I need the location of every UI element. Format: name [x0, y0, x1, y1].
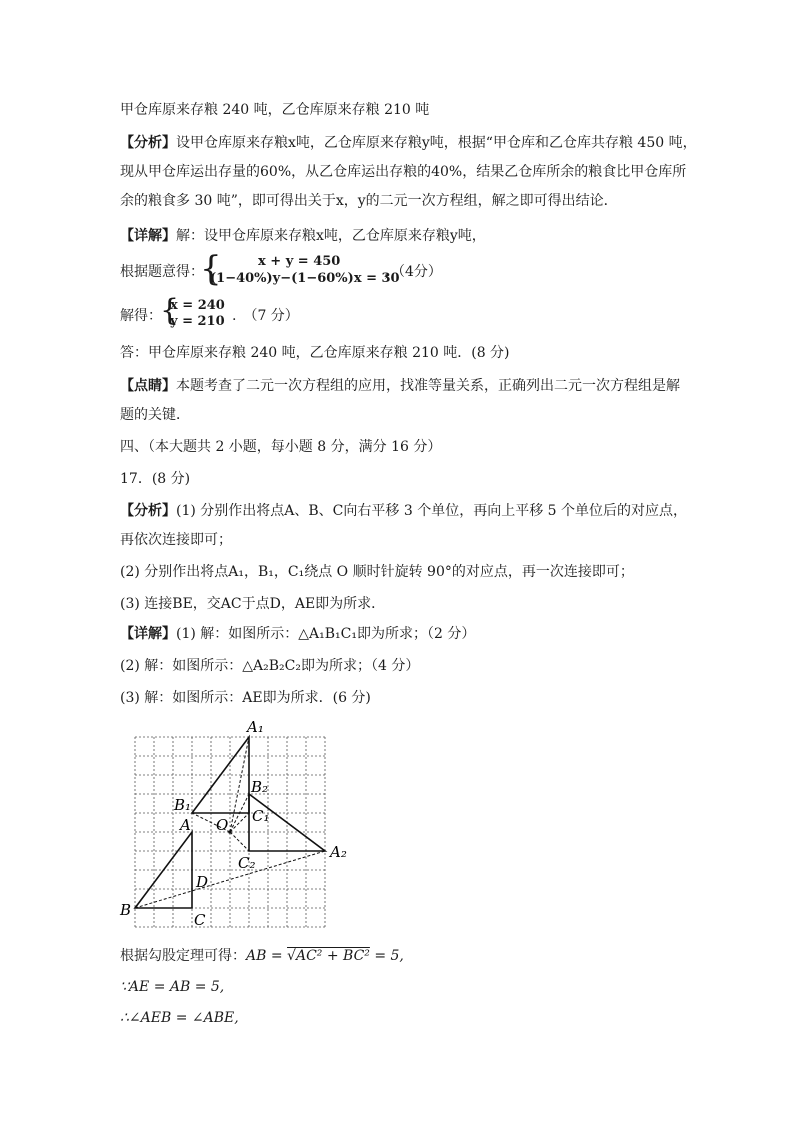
- system-2-eq-1: x = 240: [170, 298, 225, 313]
- label-b: B: [120, 901, 132, 919]
- pythagoras-line: [120, 946, 404, 966]
- q17-detail-tag: 【详解】: [120, 626, 176, 642]
- equation-intro: 根据题意得：: [120, 264, 204, 280]
- answer-line-2: 答：甲仓库原来存粮 240 吨，乙仓库原来存粮 210 吨．(8 分): [120, 345, 510, 361]
- label-b2: B₂: [251, 778, 269, 796]
- label-d: D: [196, 873, 209, 891]
- comment-line-2: 题的关键．: [120, 407, 190, 423]
- q17-analysis-text: (1) 分别作出将点A、B、C向右平移 3 个单位，再向上平移 5 个单位后的对应点，: [176, 503, 688, 519]
- detail-line-1: [120, 226, 486, 246]
- equation-score: ，（4分）: [384, 264, 442, 280]
- because-line: ∵AE = AB = 5,: [120, 979, 225, 995]
- comment-line-1: [120, 376, 680, 396]
- label-o: O: [216, 816, 229, 834]
- q17-detail-line-2: (2) 解：如图所示：△A₂B₂C₂即为所求；（4 分）: [120, 658, 420, 674]
- label-c: C: [194, 911, 206, 929]
- answer-line-1: 甲仓库原来存粮 240 吨，乙仓库原来存粮 210 吨: [120, 102, 430, 118]
- label-a: A: [180, 816, 191, 834]
- detail-tag: 【详解】: [120, 228, 176, 244]
- label-c1: C₁: [252, 807, 270, 825]
- q17-analysis-tag: 【分析】: [120, 503, 176, 519]
- section-heading: 四、（本大题共 2 小题，每小题 8 分，满分 16 分）: [120, 439, 442, 455]
- label-b1: B₁: [174, 796, 192, 814]
- system-1-eq-1: x + y = 450: [258, 254, 341, 269]
- label-a1: A₁: [247, 718, 264, 736]
- pythagoras-sqrt: √AC² + BC²: [287, 948, 370, 964]
- detail-text: 解：设甲仓库原来存粮x吨，乙仓库原来存粮y吨，: [176, 228, 486, 244]
- system-brace-2: {: [160, 293, 180, 328]
- q17-detail-line-3: (3) 解：如图所示：AE即为所求．(6 分): [120, 690, 371, 706]
- label-c2: C₂: [238, 854, 256, 872]
- analysis-text: 设甲仓库原来存粮x吨，乙仓库原来存粮y吨，根据“甲仓库和乙仓库共存粮 450 吨，: [176, 135, 697, 151]
- q17-analysis-line-3: (2) 分别作出将点A₁，B₁，C₁绕点 O 顺时针旋转 90°的对应点，再一次连接即可；: [120, 564, 634, 580]
- system-2-eq-2: y = 210: [170, 314, 225, 329]
- q17-analysis-line-1: [120, 501, 687, 521]
- solution-score: . （7 分）: [232, 308, 299, 324]
- therefore-line: ∴∠AEB = ∠ABE,: [120, 1010, 239, 1026]
- pythagoras-lhs: AB =: [246, 948, 288, 964]
- question-number: 17．(8 分): [120, 471, 191, 487]
- analysis-tag: 【分析】: [120, 135, 176, 151]
- comment-tag: 【点睛】: [120, 378, 176, 394]
- q17-detail-text: (1) 解：如图所示：△A₁B₁C₁即为所求；（2 分）: [176, 626, 476, 642]
- comment-text: 本题考查了二元一次方程组的应用，找准等量关系，正确列出二元一次方程组是解: [176, 378, 680, 394]
- pythagoras-intro: 根据勾股定理可得：: [120, 948, 246, 964]
- q17-analysis-line-4: (3) 连接BE，交AC于点D，AE即为所求．: [120, 596, 386, 612]
- geometry-figure: [110, 712, 370, 934]
- point-o: [228, 830, 232, 834]
- pythagoras-result: = 5,: [369, 948, 404, 964]
- solution-intro: 解得：: [120, 308, 162, 324]
- q17-analysis-line-2: 再依次连接即可；: [120, 532, 232, 548]
- label-a2: A₂: [330, 843, 347, 861]
- system-1-eq-2: (1−40%)y−(1−60%)x = 30: [210, 271, 400, 286]
- q17-detail-line-1: [120, 624, 475, 644]
- analysis-line-1: [120, 133, 697, 153]
- analysis-line-2: 现从甲仓库运出存量的60%，从乙仓库运出存粮的40%，结果乙仓库所余的粮食比甲仓库所: [120, 164, 687, 180]
- analysis-line-3: 余的粮食多 30 吨”，即可得出关于x，y的二元一次方程组，解之即可得出结论．: [120, 193, 618, 209]
- system-brace-1: {: [200, 249, 222, 289]
